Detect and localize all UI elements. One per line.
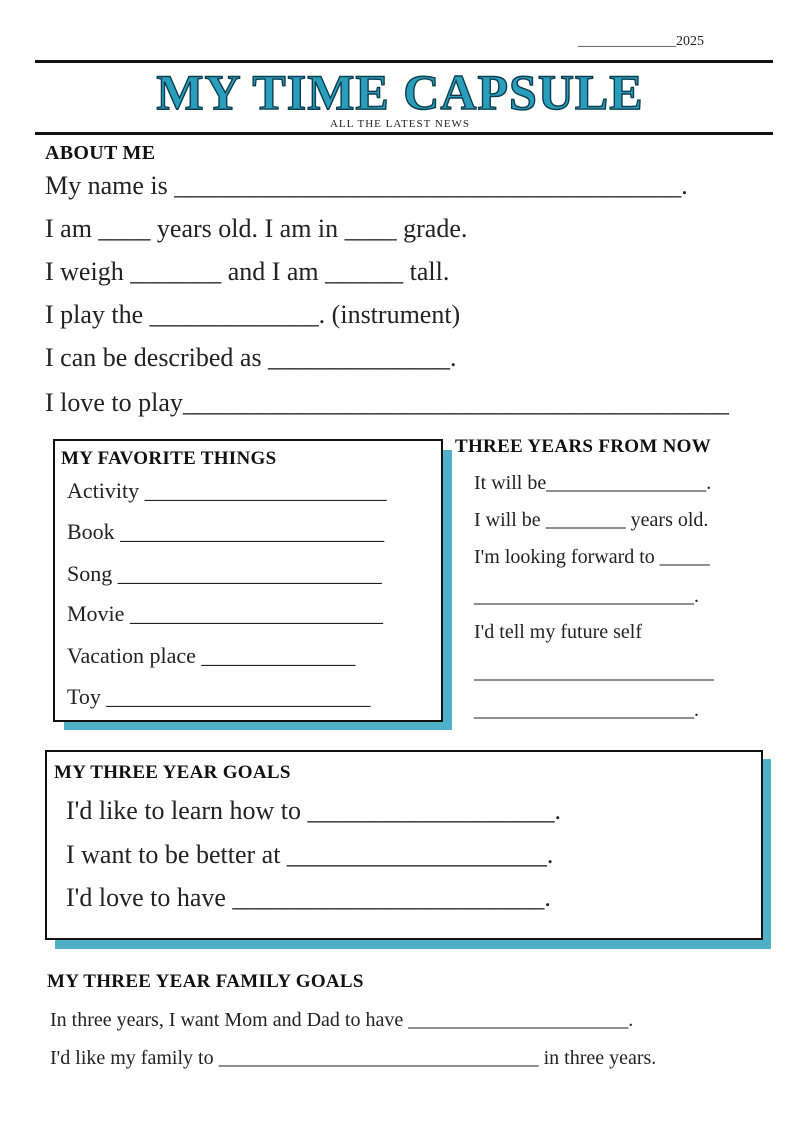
three-years-line: ______________________.	[474, 585, 699, 607]
three-years-line: ______________________.	[474, 699, 699, 721]
about-me-line: My name is _______________________________________.	[45, 171, 688, 200]
favorites-line: Activity ______________________	[67, 478, 387, 503]
favorites-line: Vacation place ______________	[67, 643, 356, 668]
family-goals-line: I'd like my family to ________________________________ in three years.	[50, 1047, 657, 1069]
goals-heading: MY THREE YEAR GOALS	[54, 762, 291, 783]
three-years-line: It will be________________.	[474, 472, 712, 494]
about-me-heading: ABOUT ME	[45, 142, 156, 164]
favorites-line: Toy ________________________	[67, 684, 371, 709]
three-years-heading: THREE YEARS FROM NOW	[455, 436, 712, 457]
three-years-line: I'm looking forward to _____	[474, 546, 710, 568]
page-title: MY TIME CAPSULE	[156, 64, 644, 120]
about-me-line: I weigh _______ and I am ______ tall.	[45, 257, 450, 286]
favorites-line: Book ________________________	[67, 519, 385, 544]
family-goals-line: In three years, I want Mom and Dad to have ______________________.	[50, 1009, 634, 1031]
about-me-line: I am ____ years old. I am in ____ grade.	[45, 214, 468, 243]
favorites-heading: MY FAVORITE THINGS	[61, 448, 277, 469]
page-subtitle: ALL THE LATEST NEWS	[329, 118, 471, 130]
about-me-line: I can be described as ______________.	[45, 343, 457, 372]
goals-line: I want to be better at ____________________.	[66, 840, 554, 869]
goals-line: I'd like to learn how to ___________________.	[66, 796, 562, 825]
favorites-line: Song ________________________	[67, 561, 382, 586]
three-years-line: ________________________	[474, 661, 714, 683]
family-goals-heading: MY THREE YEAR FAMILY GOALS	[47, 971, 364, 992]
date-line: ______________2025	[578, 34, 704, 49]
about-me-line: I love to play__________________________________________	[45, 388, 729, 417]
top-rule	[35, 60, 773, 63]
about-me-line: I play the _____________. (instrument)	[45, 300, 461, 329]
goals-line: I'd love to have ________________________.	[66, 883, 551, 912]
three-years-line: I'd tell my future self	[474, 621, 642, 643]
favorites-line: Movie _______________________	[67, 601, 383, 626]
header-rule	[35, 132, 773, 135]
three-years-line: I will be ________ years old.	[474, 509, 709, 531]
